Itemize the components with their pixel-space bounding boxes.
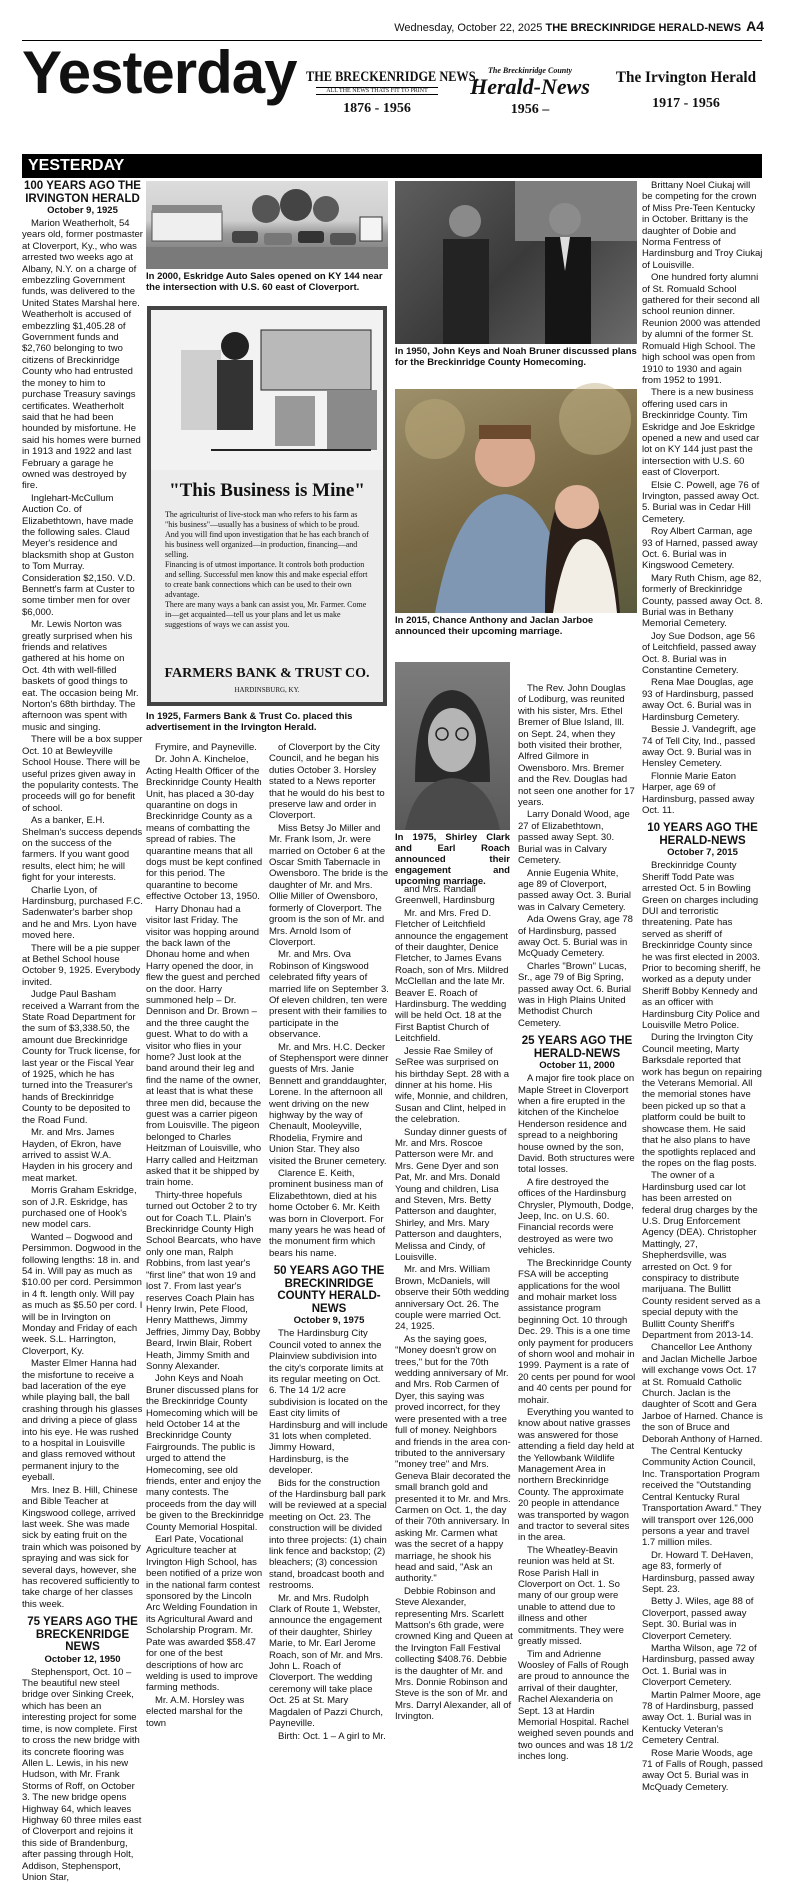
paragraph: Master Elmer Hanna had the misfortune to receive a bad laceration of the eye while playing ball, the ball crashing through his glasses and driving a piece of glass into his eye. He was rushed to a hospital in Louisville and glass removed without permanent injury to the eyeball. (22, 1358, 143, 1484)
paragraph: A fire destroyed the offices of the Hardinsburg Chrysler, Plymouth, Dodge, Jeep, Inc. on U.S. 60. Financial records were destroyed as were two vehicles. (518, 1176, 634, 1257)
article-body (642, 860, 763, 1793)
paragraph: Chancellor Lee Anthony and Jaclan Michelle Jarboe will exchange vows Oct. 17 at St. Romuald Catholic Church. Jaclan is the daughter of Scott and Gera Jarboe of Harned. Chance is the son of Bruce and Deborah Anthony of Harned. (642, 1342, 763, 1445)
section-heading: 75 YEARS AGO THE BRECKENRIDGE NEWS (27, 1616, 138, 1654)
article-body (146, 742, 264, 1729)
paragraph: Earl Pate, Vocational Agriculture teacher at Irvington High School, has been notified of a prize won in the national farm contest sponsored by the Lincoln Arc Welding Foundation in its Agricultural Award and Scholarship Program. Mr. Pate was awarded $58.47 for one of the best descriptions of how arc welding is used to improve farming methods. (146, 1534, 263, 1694)
paragraph: A major fire took place on Maple Street in Cloverport when a fire erupted in the kitchen of the Kincheloe Henderson residence and spread to a neighboring house owned by the son, David. Both structures were total losses. (518, 1073, 635, 1176)
paragraph: Charles "Brown" Lucas, Sr., age 79 of Big Spring, passed away Oct. 6. Burial was in High Plains United Methodist Church Cemetery. (518, 960, 631, 1029)
clark-roach-illustration (395, 662, 510, 830)
masthead-breckenridge-news (306, 69, 479, 117)
paragraph: Miss Betsy Jo Miller and Mr. Frank Isom, Jr. were married on October 6 at the Oscar Smith Tabernacle in Owensboro. The bride is the daughter of Mr. and Mrs. Ollie Miller of Owensboro, formerly of Cloverport. The groom is the son of Mr. and Mrs. Arnold Isom of Cloverport. (269, 822, 389, 948)
masthead-years: 1876 - 1956 (343, 100, 411, 116)
paragraph: Elsie C. Powell, age 76 of Irvington, passed away Oct. 5. Burial was in Cedar Hill Cemetery. (642, 479, 760, 525)
page-header (394, 18, 764, 34)
column-3 (269, 742, 389, 1742)
paragraph: Brittany Noel Ciukaj will be competing for the crown of Miss Pre-Teen Kentucky in October. Brittany is the daughter of Dobie and Norma Fentress of Hardinsburg and Troy Ciukaj of Louisville. (642, 180, 763, 271)
paragraph: Sunday dinner guests of Mr. and Mrs. Roscoe Patterson were Mr. and Mrs. Gene Dyer and son Pat, Mr. and Mrs. Donald Young and children, Lisa and Steven, Mrs. Betty Patterson and daughter, Shirley, and Mrs. Mary Patterson and daughters, Melissa and Cindy, of Louisville. (395, 1126, 507, 1263)
paragraph: Mr. and Mrs. Rudolph Clark of Route 1, Webster, announce the engagement of their daughter, Shirley Marie, to Mr. Earl Jerome Roach, son of Mr. and Mrs. John L. Roach of Cloverport. The wedding ceremony will take place Oct. 25 at St. Mary Magdalen of Pazzi Church, Payneville. (269, 1592, 384, 1730)
column-2 (146, 742, 264, 1729)
keys-bruner-photo (395, 181, 637, 344)
article-body (22, 218, 143, 1610)
section-date: October 12, 1950 (44, 1653, 121, 1665)
paragraph: Bids for the construction of the Hardinsburg ball park will be reviewed at a special meeting on Oct. 23. The construction will be divided into three projects: (1) chain link fence and backstop; (2) bleachers; (3) concession stand, broadcast booth and restrooms. (269, 1477, 387, 1592)
column-4 (395, 884, 513, 1723)
farmer-illustration (151, 310, 383, 470)
section-date: October 11, 2000 (539, 1060, 615, 1072)
page-title: Yesterday (22, 39, 297, 106)
masthead-title: Herald-News (470, 74, 590, 99)
clark-roach-photo (395, 662, 510, 830)
anthony-jarboe-photo (395, 389, 637, 613)
paragraph: Charlie Lyon, of Hardinsburg, purchased F.C. Sadenwater's barber shop and he and Mrs. Lyon have moved here. (22, 884, 143, 942)
paragraph: Bessie J. Vandegrift, age 74 of Tell City, Ind., passed away Oct. 9. Burial was in Hensley Cemetery. (642, 724, 756, 770)
ad-body (165, 510, 369, 630)
masthead-title: The Irvington Herald (615, 69, 757, 86)
paragraph: Mr. and Mrs. James Hayden, of Ekron, have arrived to assist W.A. Hayden in his grocery and meat market. (22, 1127, 133, 1184)
farmers-bank-ad-image (147, 306, 387, 706)
paragraph: Breckinridge County Sheriff Todd Pate was arrested Oct. 5 in Bowling Green on charges including DUI and terroristic threatening. Pate has served as sheriff of Breckinridge County since he was first elected in 2003. Prior to becoming sheriff, he worked as a deputy under Sheriff Bobby Kennedy and as an officer with Hardinsburg City Police and Louisville Metro Police. (642, 860, 761, 1032)
paragraph: Rose Marie Woods, age 71 of Falls of Rough, passed away Oct 5. Burial was in McQuady Cemetery. (642, 1747, 763, 1793)
column-6 (642, 180, 763, 1793)
paragraph: There is a new business offering used cars in Breckinridge County. Tim Eskridge and Joe Eskridge opened a new and used car lot on KY 144 just past the intersection with U.S. 60 east of Cloverport. (642, 387, 760, 479)
paragraph: Tim and Adrienne Woosley of Falls of Rough are proud to announce the arrival of their daughter, Rachel Alexanderia on Sept. 13 at Hardin Memorial Hospital. Rachel weighed seven pounds and two ounces and was 18 1/2 inches long. (518, 1648, 634, 1763)
ad-town: HARDINSBURG, KY. (234, 686, 300, 694)
section-heading: 50 YEARS AGO THE BRECKINRIDGE COUNTY HERALD-NEWS (273, 1265, 385, 1315)
farmers-bank-caption: In 1925, Farmers Bank & Trust Co. placed this advertisement in the Irvington Herald. (146, 711, 353, 733)
paragraph: Morris Graham Eskridge, son of J.R. Eskridge, has purchased one of Hook's new model cars. (22, 1185, 137, 1231)
paragraph: Mr. A.M. Horsley was elected marshal for the town (146, 1694, 245, 1729)
paragraph: There will be a box supper Oct. 10 at Bewleyville School House. There will be useful prizes given away in the popularity contests. The proceeds will go for benefit of school. (22, 734, 143, 814)
paragraph: Dr. John A. Kincheloe, Acting Health Officer of the Breckinridge County Health Unit, has placed a 30-day quarantine on dogs in Breckinridge County as a means of combatting the spread of rabies. The quarantine means that all dogs must be kept confined for this period. The quarantine to become effective October 13, 1950. (146, 754, 263, 903)
masthead-irvington-herald (610, 70, 762, 112)
paragraph: The Wheatley-Beavin reunion was held at St. Rose Parish Hall in Cloverport on Oct. 1. So many of our group were unable to attend due to illness and other commitments. They were greatly missed. (518, 1544, 624, 1648)
paragraph: Joy Sue Dodson, age 56 of Leitchfield, passed away Oct. 8. Burial was in Constantine Cemetery. (642, 630, 757, 677)
article-body (269, 1328, 389, 1742)
paragraph: John Keys and Noah Bruner discussed plans for the Breckinridge County Homecoming which will be held October 14 at the Breckinridge County Fairgrounds. The public is urged to attend the Homecoming, see old friends, enter and enjoy the many contests. The proceeds from the day will be given to the Breckinridge County Memorial Hospital. (146, 1373, 264, 1533)
keys-bruner-illustration (395, 181, 637, 344)
page-number: A4 (746, 18, 764, 34)
paragraph: and Mrs. Randall Greenwell, Hardinsburg (395, 884, 495, 907)
paragraph: Flonnie Marie Eaton Harper, age 69 of Hardinsburg, passed away Oct. 11. (642, 770, 755, 816)
section-date: October 9, 1975 (293, 1315, 365, 1327)
paragraph: Ada Owens Gray, age 78 of Hardinsburg, passed away Oct. 5. Burial was in McQuady Cemetery. (518, 914, 633, 960)
paragraph: The Central Kentucky Community Action Council, Inc. Transportation Program received the "Outstanding Central Kentucky Rural Transportation Award." They will transport over 126,000 persons a year and travel 1.7 million miles. (642, 1446, 762, 1549)
article-body (642, 180, 763, 816)
article-body (518, 683, 636, 1029)
article-body (22, 1667, 143, 1883)
masthead-small: The Breckinridge County (487, 66, 572, 75)
paragraph: Stephensport, Oct. 10 – The beautiful new steel bridge over Sinking Creek, which has been an interesting project for some time, is now complete. First to cross the new bridge with its concrete flooring was Allen L. Lewis, in his new Hudson, with Mr. Frank Storms of Roff, on October 3. The new bridge opens Highway 64, which leaves Highway 60 three miles east of Cloverport and rejoins it this side of Brandenburg, after passing through Holt, Addison, Stephensport, Union Star, (22, 1666, 142, 1883)
paragraph: There will be a pie supper at Bethel School house October 9, 1925. Everybody invited. (22, 942, 141, 988)
paragraph: Frymire, and Payneville. (155, 742, 257, 753)
keys-bruner-caption: In 1950, John Keys and Noah Bruner discussed plans for the Breckinridge County Homecoming. (395, 346, 637, 368)
eskridge-auto-photo (146, 181, 388, 269)
paragraph: Larry Donald Wood, age 27 of Elizabethtown, passed away Sept. 30. Burial was in Calvary Cemetery. (518, 809, 630, 867)
paragraph: Harry Dhonau had a visitor last Friday. The visitor was hopping around the back lawn of the Dhonau home and when Harry opened the door, in flew the guest and perched on the door. Harry summoned help – Dr. Dennison and Dr. Brown – and the three caught the guest. What to do with a visitor who flies in your home? Just look at the band around their leg and find the name of the owner, at least that is what these three men did, because the guest was a carrier pigeon from Louisville. The pigeon belonged to Charles Heitzman of Louisville, who Harry called and Heitzman asked that it be shipped by train home. (146, 903, 262, 1189)
paragraph: The Rev. John Douglas of Lodiburg, was reunited with his sister, Mrs. Ethel Bremer of Blue Island, Ill. on Sept. 24, when they both visited their brother, Alfred Gilmore in Owensboro. Mrs. Bremer and the Rev. Douglas had not seen one another for 17 years. (518, 683, 635, 809)
ad-headline: "This Business is Mine" (169, 480, 365, 501)
eskridge-auto-caption: In 2000, Eskridge Auto Sales opened on KY 144 near the intersection with U.S. 60 east of Cloverport. (146, 271, 383, 293)
paragraph: Wanted – Dogwood and Persimmon. Dogwood in the following lengths: 18 in. and 54 in. Will pay as much as $10.00 per cord. Persimmon in 4 ft. length only. Will pay as much as $5.50 per cord. I will be in Irvington on Monday and Friday of each week. S.L. Harrington, Cloverport, Ky. (22, 1231, 143, 1357)
anthony-jarboe-caption: In 2015, Chance Anthony and Jaclan Jarboe announced their upcoming marriage. (395, 615, 594, 637)
paragraph: Mrs. Inez B. Hill, Chinese and Bible Teacher at Kingswood college, arrived last week. She was made sick by eating fruit on the train which was poisoned by spraying and was sick for several days, however, she has recovered sufficiently to take charge of her classes this week. (22, 1484, 141, 1610)
paragraph: Betty J. Wiles, age 88 of Cloverport, passed away Sept. 30. Burial was in Cloverport Cemetery. (642, 1596, 754, 1642)
masthead-years: 1917 - 1956 (652, 95, 720, 111)
paragraph: Inglehart-McCullum Auction Co. of Elizabethtown, have made the following sales. Claud Meyer's residence and blacksmith shop at Guston to Tom Murray. Consideration $2,150. V.D. Bennett's farm at Custer to some timber men for over $6,000. (22, 492, 136, 618)
paragraph: Mary Ruth Chism, age 82, formerly of Breckinridge County, passed away Oct. 8. Burial was in Bethany Memorial Cemetery. (642, 572, 763, 630)
paragraph: Clarence E. Keith, prominent business man of Elizabethtown, died at his home October 6. Mr. Keith was born in Cloverport. For many years he was head of the monument firm which bears his name. (269, 1168, 386, 1259)
paragraph: Mr. and Mrs. H.C. Decker of Stephensport were dinner guests of Mrs. Janie Bennett and granddaughter, Lorene. In the afternoon all went driving on the new highway by the way of Chenault, Mooleyville, Rhodelia, Frymire and Union Star. They also visited the Bruner cemetery. (269, 1041, 389, 1167)
anthony-jarboe-illustration (395, 389, 637, 613)
section-heading: 100 YEARS AGO THE IRVINGTON HERALD (24, 180, 141, 205)
paragraph: The Breckinridge County FSA will be accepting applications for the wool and mohair market loss assistance program beginning Oct. 10 through Dec. 29. This is a one time only payment for producers of shorn wool and mohair in 1999. Payment is a rate of 20 cents per pound for wool and 40 cents per pound for mohair. (518, 1257, 636, 1406)
clark-roach-caption: In 1975, Shirley Clark and Earl Roach announced their engagement and upcoming marriage. (395, 832, 510, 887)
paragraph: Jessie Rae Smiley of SeRee was surprised on his birthday Sept. 28 with a dinner at his home. His wife, Monnie, and children, Susan and Clint, helped in the celebration. (395, 1045, 510, 1126)
paragraph: As a banker, E.H. Shelman's success depends on the success of the farmers. If you want good results, elect him; he will fight for your interests. (22, 815, 143, 884)
paragraph: There are many ways a bank can assist you, Mr. Farmer. Come in—get acquainted—tell us your plans and let us make suggestions of ways we can assist you. (165, 600, 367, 629)
paragraph: During the Irvington City Council meeting, Marty Barksdale reported that work has begun on repairing the Veterans Memorial. All the memorial stones have been picked up so that a platform could be built to showcase them. He said that he also plans to have the spotlights replaced and the ropes on the flag posts. (642, 1032, 762, 1169)
paragraph: Judge Paul Basham received a Warrant from the State Road Department for the sum of $3,338.50, the amount due Breckinridge County for Truck license, for last year or the Fiscal Year of 1925, which he has turned into the Treasurer's hands of Breckinridge County to be deposited to the Road Fund. (22, 989, 141, 1126)
section-heading: 10 YEARS AGO THE HERALD-NEWS (647, 822, 758, 847)
article-body (518, 1073, 636, 1762)
article-body (395, 884, 513, 1723)
column-1 (22, 180, 143, 1883)
paragraph: The agriculturist of live-stock man who refers to his farm as "his business"—usually has a business of which to be proud. And you will find upon investigation that he has each branch of his business well organized—in production, financing—and selling. (165, 510, 369, 559)
paragraph: Thirty-three hopefuls turned out October 2 to try out for Coach T.L. Plain's Breckinridge County High School Bearcats, who have only one man, Ralph Robbins, from last year's "first line" that won 19 and lost 7. From last year's reserves Coach Plain has Henry Irwin, Pete Flood, Henry Matthews, Jimmy Jeffries, Jimmy Day, Bobby Beard, Irwin Blair, Robert Heath, Jimmy Smith and Sonny Alexander. (146, 1189, 262, 1372)
paragraph: Annie Eugenia White, age 89 of Cloverport, passed away Oct. 3. Burial was in Calvary Cemetery. (518, 867, 631, 913)
paragraph: Birth: Oct. 1 – A girl to Mr. (278, 1730, 386, 1742)
paragraph: Mr. and Mrs. Ova Robinson of Kingswood celebrated fifty years of married life on September 3. Of eleven children, ten were present with their families to participate in the observance. (269, 949, 389, 1041)
paragraph: of Cloverport by the City Council, and he began his duties October 3. Horsley stated to a News reporter that he would do his best to preserve law and order in Cloverport. (269, 742, 385, 822)
paragraph: Mr. and Mrs. Fred D. Fletcher of Leitchfield announce the engagement of their daughter, Denice Fletcher, to James Evans Roach, son of Mrs. Mildred McClellan and the late Mr. Beaver E. Roach of Hardinsburg. The wedding will be held Oct. 18 at the First Baptist Church of Leitchfield. (395, 907, 509, 1045)
masthead-herald-news (460, 66, 600, 118)
ad-bank-name: FARMERS BANK & TRUST CO. (164, 666, 370, 681)
section-banner: YESTERDAY (22, 154, 762, 178)
paragraph: Dr. Howard T. DeHaven, age 83, formerly of Hardinsburg, passed away Sept. 23. (642, 1549, 755, 1595)
section-heading: 25 YEARS AGO THE HERALD-NEWS (521, 1035, 633, 1060)
paragraph: Roy Albert Carman, age 93 of Harned, passed away Oct. 6. Burial was in Kingswood Cemetery. (642, 526, 758, 572)
paragraph: Everything you wanted to know about native grasses was answered for those attending a field day held at the Yellowbank Wildlife Management Area in northern Breckinridge County. The approximate 20 people in attendance was transported by wagon and tractor to several sites in the area. (518, 1406, 635, 1544)
paragraph: Martin Palmer Moore, age 78 of Hardinsburg, passed away Oct. 1. Burial was in Kentucky Veteran's Cemetery Central. (642, 1689, 761, 1747)
eskridge-auto-illustration (146, 181, 388, 269)
column-5 (518, 683, 636, 1763)
paragraph: The Hardinsburg City Council voted to annex the Plainview subdivision into the city's corporate limits at its regular meeting on Oct. 6. The 14 1/2 acre subdivision is located on the East city limits of Hardinsburg and will include 31 lots when completed. Jimmy Howard, Hardinsburg, is the developer. (269, 1328, 388, 1477)
paragraph: Martha Wilson, age 72 of Hardinsburg, passed away Oct. 1. Burial was in Cloverport Cemetery. (642, 1642, 757, 1689)
paragraph: Mr. and Mrs. William Brown, McDaniels, will observe their 50th wedding anniversary Oct. 26. The couple were married Oct. 24, 1925. (395, 1264, 510, 1333)
article-body (269, 742, 389, 1259)
paragraph: One hundred forty alumni of St. Romuald School gathered for their second all school reunion dinner. Reunion 2000 was attended by alumni of the former St. Romuald High School. The high school was open from 1910 to 1930 and again from 1952 to 1991. (642, 272, 761, 386)
masthead-title: THE BRECKENRIDGE NEWS. (306, 69, 479, 85)
paragraph: The owner of a Hardinsburg used car lot has been arrested on federal drug charges by the U.S. Drug Enforcement Agency (DEA). Christopher Mattingly, 27, Shepherdsville, was arrested on Oct. 9 for conspiracy to distribute marijuana. The Bullitt County resident served as a special deputy with the Bullitt County Sheriff's Department from 2013-14. (642, 1170, 761, 1341)
paragraph: Debbie Robinson and Steve Alexander, representing Mrs. Scarlett Mattson's 6th grade, were crowned King and Queen at the Irvington Fall Festival collecting $408.76. Debbie is the daughter of Mr. and Mrs. Donnie Robinson and Steve is the son of Mr. and Mrs. Darryl Alexander, all of Irvington. (395, 1585, 513, 1723)
issue-date: Wednesday, October 22, 2025 (394, 22, 543, 34)
section-date: October 7, 2015 (667, 847, 738, 859)
paragraph: Marion Weatherholt, 54 years old, former postmaster at Cloverport, Ky., who was arrested two weeks ago at Albany, N.Y. on a charge of embezzling Government funds, was delivered to the United States Marshal here. Weatherholt is accused of embezzling $1,405.28 of Government funds and $2,760 belonging to two citizens of Breckinridge County who had entrusted the money to him to purchase Treasury savings certificates. Weatherholt said that he had been hounded by misfortune. He said his homes were burned in 1913 and 1922 and last February a garage he owned was destroyed by fire. (22, 218, 143, 492)
masthead-tagline: ALL THE NEWS THATS FIT TO PRINT (316, 87, 438, 95)
paragraph: Rena Mae Douglas, age 93 of Hardinsburg, passed away Oct. 6. Burial was in Hardinsburg Cemetery. (642, 677, 754, 723)
section-date: October 9, 1925 (47, 205, 118, 216)
paragraph: Mr. Lewis Norton was greatly surprised when his friends and relatives gathered at his home on Oct. 4th with well-filled baskets of good things to eat. The occasion being Mr. Norton's 68th birthday. The afternoon was spent with music and singing. (22, 619, 139, 733)
masthead-years: 1956 – (510, 102, 550, 118)
paragraph: Financing is of utmost importance. It controls both production and selling. Successful men know this and make especial effort to create bank connections which can be used to their own advantage. (165, 560, 368, 599)
paper-name: THE BRECKINRIDGE HERALD-NEWS (545, 22, 742, 34)
paragraph: As the saying goes, "Money doesn't grow on trees," but for the 70th wedding anniversary of Mr. and Mrs. Rob Carmen of Dyer, this saying was proved incorrect, for they were presented with a tree full of money. Neighbors and friends in the area con-tributed to the anniversary "money tree" and Mrs. Geneva Blair decorated the small branch gold and presented it to Mr. and Mrs. Carmen on Oct. 1, the day of their 70th anniversary. In asking Mr. Carmen what was the secret of a happy marriage, he shook his head and said, "Ask an authority." (395, 1333, 511, 1585)
